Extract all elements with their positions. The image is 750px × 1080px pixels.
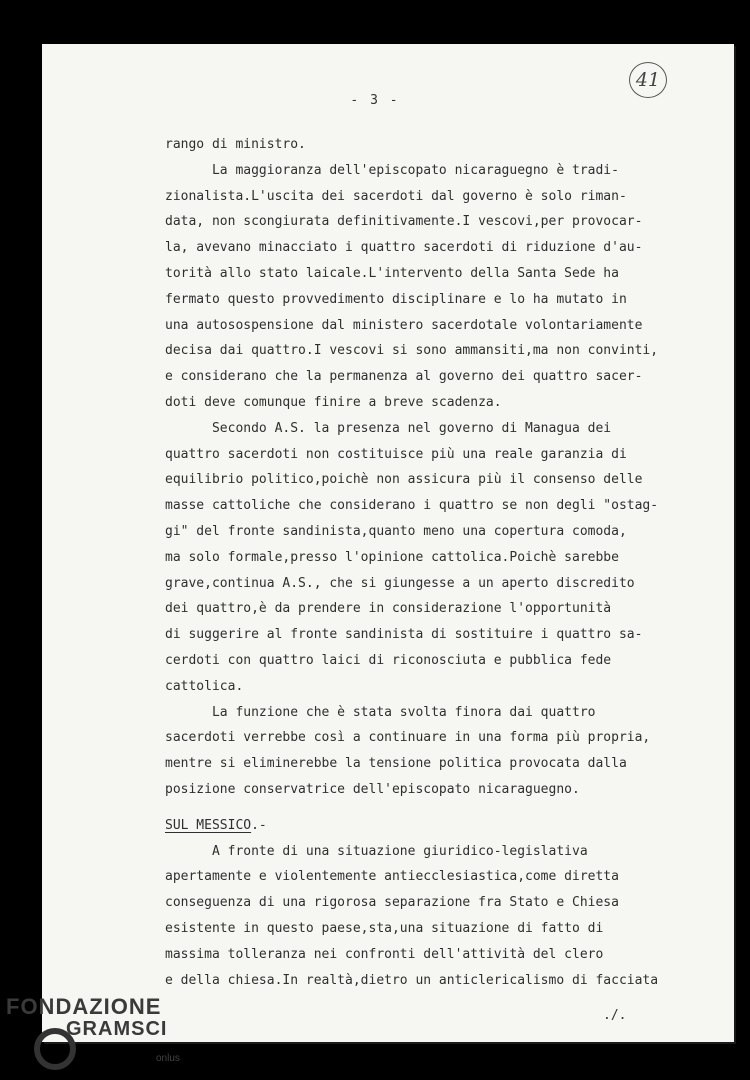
- body-line: dei quattro,è da prendere in considerazione l'opportunità: [165, 601, 612, 617]
- body-line: esistente in questo paese,sta,una situazione di fatto di: [165, 920, 604, 936]
- body-line: cerdoti con quattro laici di riconosciuta e pubblica fede: [165, 652, 612, 668]
- section-heading-line: [165, 813, 685, 839]
- body-line: e della chiesa.In realtà,dietro un anticlericalismo di facciata: [165, 972, 659, 988]
- section-heading: SUL MESSICO: [165, 817, 252, 833]
- body-line: di suggerire al fronte sandinista di sostituire i quattro sa-: [165, 627, 643, 643]
- body-line: la, avevano minacciato i quattro sacerdoti di riduzione d'au-: [165, 240, 643, 256]
- body-line: quattro sacerdoti non costituisce più una reale garanzia di: [165, 446, 627, 462]
- body-line: doti deve comunque finire a breve scadenza.: [165, 394, 502, 410]
- body-line: apertamente e violentemente antiecclesiastica,come diretta: [165, 869, 619, 885]
- page-number: - 3 -: [350, 93, 400, 108]
- body-line: La maggioranza dell'episcopato nicaraguegno è tradi-: [165, 162, 619, 178]
- body-line: zionalista.L'uscita dei sacerdoti dal governo è solo riman-: [165, 188, 627, 204]
- watermark-line1: FONDAZIONE: [6, 994, 162, 1019]
- body-line: La funzione che è stata svolta finora dai quattro: [165, 704, 596, 720]
- body-line: grave,continua A.S., che si giungesse a un aperto discredito: [165, 575, 635, 591]
- body-line: posizione conservatrice dell'episcopato nicaraguegno.: [165, 781, 580, 797]
- body-line: massima tolleranza nei confronti dell'attività del clero: [165, 946, 604, 962]
- watermark-suffix: onlus: [156, 1053, 180, 1064]
- body-line: data, non scongiurata definitivamente.I vescovi,per provocar-: [165, 214, 643, 230]
- body-line: sacerdoti verrebbe così a continuare in una forma più propria,: [165, 730, 651, 746]
- handwritten-folio-number: 41: [629, 62, 667, 98]
- body-line: cattolica.: [165, 678, 244, 694]
- body-line: una autosospensione dal ministero sacerdotale volontariamente: [165, 317, 643, 333]
- body-line: equilibrio politico,poichè non assicura più il consenso delle: [165, 472, 643, 488]
- body-line: fermato questo provvedimento disciplinare e lo ha mutato in: [165, 291, 627, 307]
- body-line: ma solo formale,presso l'opinione cattolica.Poichè sarebbe: [165, 549, 619, 565]
- body-line: Secondo A.S. la presenza nel governo di Managua dei: [165, 420, 612, 436]
- continuation-mark: ./.: [603, 1008, 627, 1023]
- body-line: gi" del fronte sandinista,quanto meno una copertura comoda,: [165, 523, 627, 539]
- body-line: e considerano che la permanenza al governo dei quattro sacer-: [165, 369, 643, 385]
- body-line: masse cattoliche che considerano i quattro se non degli "ostag-: [165, 498, 659, 514]
- body-line: conseguenza di una rigorosa separazione fra Stato e Chiesa: [165, 895, 619, 911]
- watermark: [6, 994, 180, 1064]
- watermark-line2: GRAMSCI: [66, 1018, 168, 1040]
- body-line: rango di ministro.: [165, 137, 306, 152]
- body-line: decisa dai quattro.I vescovi si sono ammansiti,ma non convinti,: [165, 343, 659, 359]
- body-line: torità allo stato laicale.L'intervento della Santa Sede ha: [165, 265, 619, 281]
- typewritten-body: [165, 132, 685, 993]
- section-heading-suffix: .-: [251, 817, 267, 833]
- body-line: A fronte di una situazione giuridico-legislativa: [165, 843, 588, 859]
- body-line: mentre si eliminerebbe la tensione politica provocata dalla: [165, 756, 627, 772]
